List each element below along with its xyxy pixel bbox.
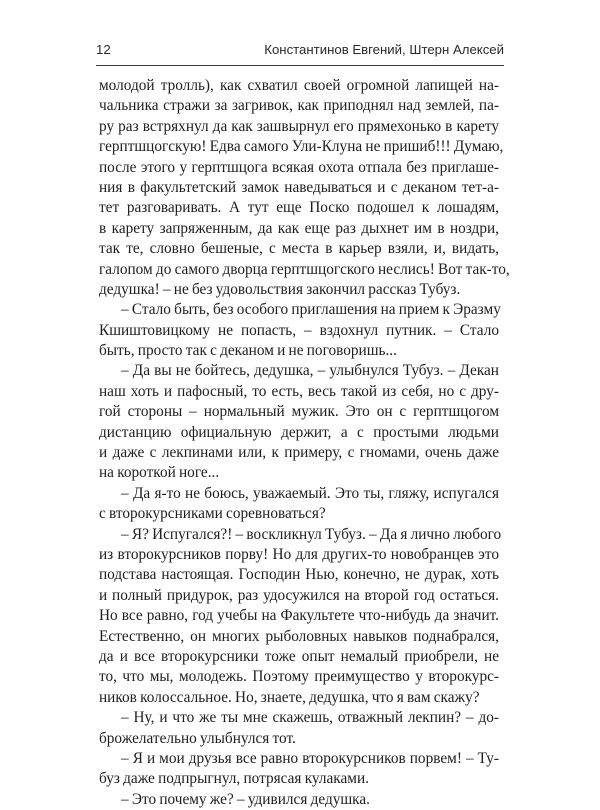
text-line: в карету запряженным, да как еще раз дыхнет им в ноздри, [99,219,499,237]
text-line: наш хоть и пафосный, то есть, весь такой из себя, но с дру- [99,382,499,400]
text-line: после этого у герптшцога всякая охота отпала без приглаше- [99,158,499,176]
text-line: Кшиштовицкому не попасть, – вздохнул путник. – Стало [99,321,499,339]
text-line: – Стало быть, без особого приглашения на прием к Эразму [121,301,501,319]
text-line: гой стороны – нормальный мужик. Это он с герптшцогом [99,403,499,421]
text-line: ников колоссальное. Но, знаете, дедушка, что я вам скажу? [99,688,480,706]
text-line: с второкурсниками соревноваться? [99,505,326,523]
author-header: Константинов Евгений, Штерн Алексей [264,42,504,57]
text-line: так те, словно бешеные, с места в карьер взяли, и, видать, [99,240,499,258]
text-line: чальника стражи за загривок, как приподнял над землей, па- [99,97,499,115]
text-line: молодой тролль), как схватил своей огромной лапищей на- [99,77,499,94]
text-line: из второкурсников порву! Но для других-то новобранцев это [99,545,499,563]
text-line: и даже с лекпинами или, к примеру, с гномами, очень даже [99,444,499,462]
text-line: подстава настоящая. Господин Нью, конечно, не дурак, хоть [99,566,499,584]
text-line: на короткой ноге... [99,464,220,482]
page-number: 12 [96,42,111,57]
text-line: – Я и мои друзья все равно второкурсников порвем! – Ту- [121,749,499,767]
text-line: дистанцию официальную держит, а с простыми людьми [99,423,499,441]
text-line: и полный придурок, раз удосужился на второй год остаться. [99,586,499,604]
text-line: да и все второкурсники тоже опыт немалый приобрели, не [99,647,499,665]
text-line: – Да я-то не боюсь, уважаемый. Это ты, гляжу, испугался [121,484,499,502]
text-body [99,76,510,810]
text-line: дедушка! – не без удовольствия закончил рассказ Тубуз. [99,280,461,298]
text-line: Естественно, он многих рыболовных навыков поднабрался, [99,627,499,645]
text-line: тет разговаривать. А тут еще Поско подошел к лошадям, [99,199,499,217]
text-line: – Я? Испугался?! – воскликнул Тубуз. – Да я лично любого [121,525,502,543]
text-line: – Это почему же? – удивился дедушка. [121,790,370,808]
text-line: Но все равно, год учебы на Факультете что-нибудь да значит. [99,607,499,625]
header-rule [96,65,504,66]
text-line: – Да вы не бойтесь, дедушка, – улыбнулся Тубуз. – Декан [121,362,499,380]
text-line: ния в факультетский замок наведываться и с деканом тет-а- [99,178,499,196]
text-line: быть, просто так с деканом и не поговоришь... [99,342,397,360]
text-line: брожелательно улыбнулся тот. [99,729,296,747]
text-line: герптшцогскую! Едва самого Ули-Клуна не пришиб!!! Думаю, [99,138,504,156]
text-line: галопом до самого дворца герптшцогского неслись! Вот так-то, [99,260,510,278]
text-line: – Ну, и что же ты мне скажешь, отважный лекпин? – до- [121,709,499,727]
running-head [96,40,504,60]
text-line: то, что мы, молодежь. Поэтому преимущество у второкурс- [99,668,499,686]
text-line: ру раз встряхнул да как зашвырнул его прямехонько в карету [99,117,499,135]
text-line: буз даже подпрыгнул, потрясая кулаками. [99,770,369,788]
